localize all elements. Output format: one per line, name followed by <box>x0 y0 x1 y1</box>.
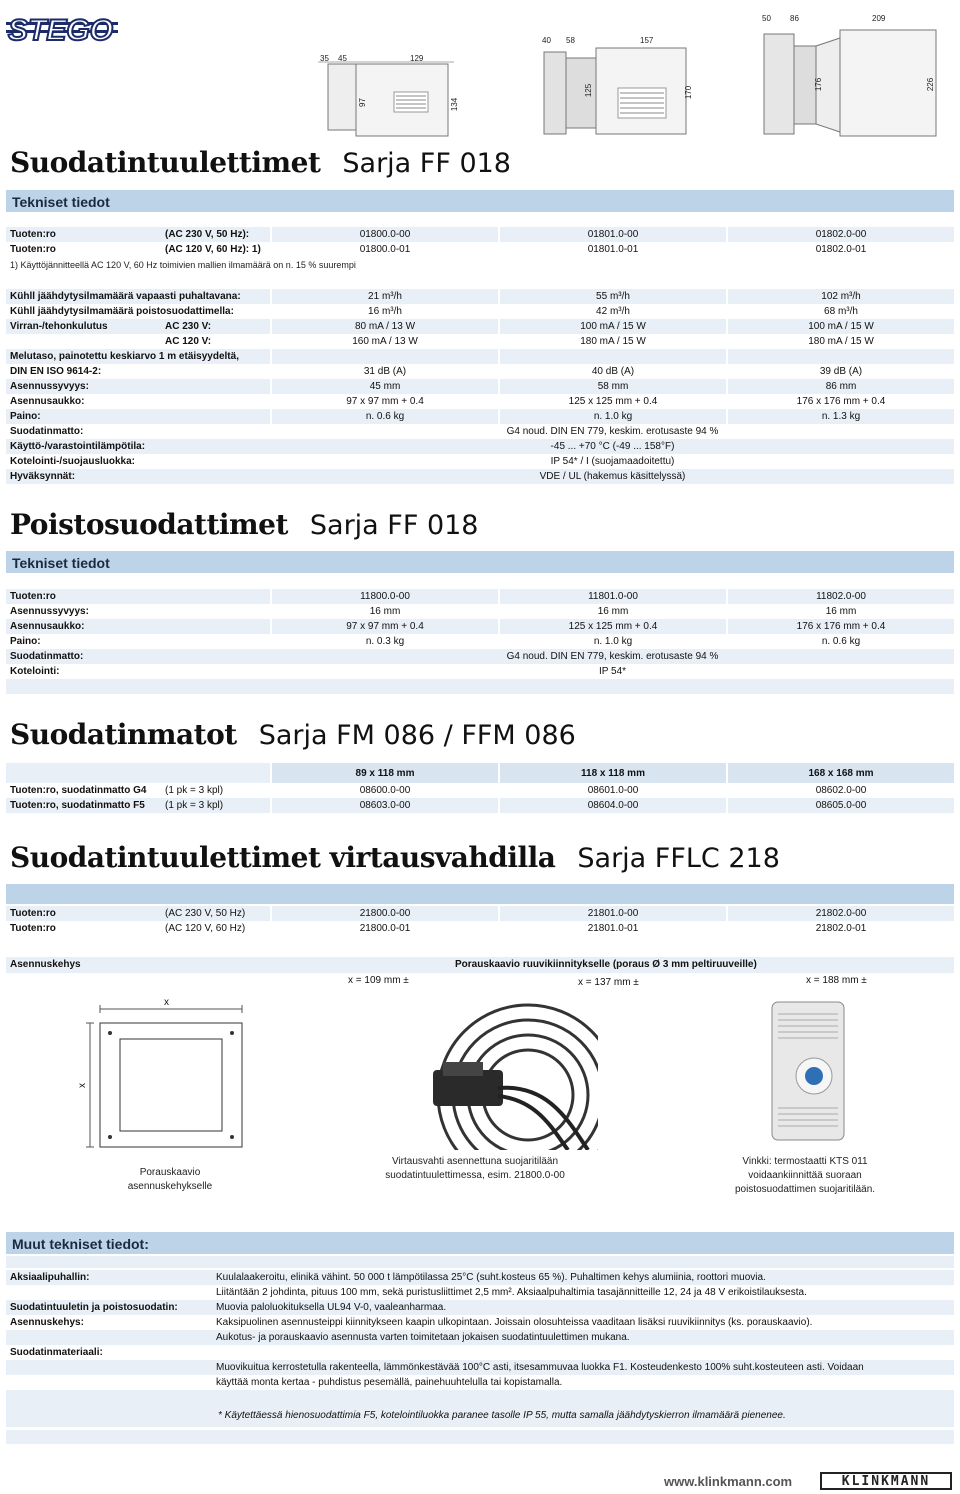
table-row: Aukotus- ja porauskaavio asennusta varten toimitetaan jokaisen suodatintuulettimen mukana. <box>6 1330 954 1345</box>
klinkmann-logo-text: KLINKMANN <box>841 1473 931 1489</box>
table-row: Asennusaukko: 97 x 97 mm + 0.4 125 x 125 mm + 0.4 176 x 176 mm + 0.4 <box>6 619 954 634</box>
table-row: Kotelointi-/suojausluokka: IP 54* / I (suojamaadoitettu) <box>6 454 954 469</box>
table-row: Hyväksynnät: VDE / UL (hakemus käsittelyssä) <box>6 469 954 484</box>
table-row: Tuoten:ro (AC 230 V, 50 Hz) 21800.0-00 21801.0-00 21802.0-00 <box>6 906 954 921</box>
table-row: Melutaso, painotettu keskiarvo 1 m etäisyydeltä, <box>6 349 954 364</box>
table-row: Tuoten:ro (AC 120 V, 60 Hz) 21800.0-01 21801.0-01 21802.0-01 <box>6 921 954 936</box>
dim-label: 58 <box>566 36 575 45</box>
dim-label: 134 <box>450 97 460 112</box>
s2-table <box>6 589 954 694</box>
dim-label: 50 <box>762 14 771 23</box>
product-drawing-small <box>318 52 468 142</box>
dim-label: 35 <box>320 54 329 63</box>
title-bold: Poistosuodattimet <box>10 508 288 541</box>
table-row: Tuoten:ro (AC 230 V, 50 Hz): 01800.0-00 01801.0-00 01802.0-00 <box>6 227 954 242</box>
table-row: Muovikuitua kerrostetulla rakenteella, lämmönkestävää 100°C asti, itsesammuvaa luokka F1. Kosteudenkesto 100% suht.kosteuteen asti. Voidaan <box>6 1360 954 1375</box>
dim-label: 176 <box>814 77 824 92</box>
x-value: x = 109 mm ± <box>348 975 409 986</box>
frame-label: Asennuskehys <box>10 959 81 970</box>
dim-label: 157 <box>640 36 654 45</box>
logo-text: STEGO <box>8 14 114 46</box>
table-row: Kotelointi: IP 54* <box>6 664 954 679</box>
table-row: Suodatinmatto: G4 noud. DIN EN 779, keskim. erotusaste 94 % <box>6 424 954 439</box>
dim-label: 209 <box>872 14 886 23</box>
section-title <box>10 841 780 874</box>
fine-filter-footnote: * Käytettäessä hienosuodattimia F5, kotelointiluokka paranee tasolle IP 55, mutta samalla jäähdytyskierron ilmamäärä pienenee. <box>218 1410 786 1421</box>
title-bold: Suodatintuulettimet <box>10 146 321 179</box>
dim-label: 226 <box>926 77 936 92</box>
s1-spec-table <box>6 289 954 484</box>
table-row <box>6 679 954 694</box>
klinkmann-logo <box>820 1472 952 1490</box>
caption-thermostat: Vinkki: termostaatti KTS 011 voidaankiinnittää suoraan poistosuodattimen suojaritilään. <box>734 1156 876 1195</box>
s4-table <box>6 906 954 936</box>
table-row <box>6 1390 954 1405</box>
spacer-row <box>6 1430 954 1444</box>
title-bold: Suodatinmatot <box>10 718 237 751</box>
s5-table <box>6 1270 954 1405</box>
table-row: 89 x 118 mm 118 x 118 mm 168 x 168 mm <box>6 763 954 783</box>
dim-label: 97 <box>357 98 367 107</box>
section-band <box>6 190 954 212</box>
table-row: Tuoten:ro 11800.0-00 11801.0-00 11802.0-00 <box>6 589 954 604</box>
dim-label: 40 <box>542 36 551 45</box>
table-row: Asennussyvyys: 45 mm 58 mm 86 mm <box>6 379 954 394</box>
x-value: x = 137 mm ± <box>578 977 639 988</box>
dim-label: 170 <box>684 85 694 100</box>
section-title <box>10 508 478 541</box>
flow-monitor-photo <box>398 1000 598 1150</box>
band-label: Tekniset tiedot <box>12 555 110 571</box>
table-row: Suodatinmatto: G4 noud. DIN EN 779, keskim. erotusaste 94 % <box>6 649 954 664</box>
title-series: Sarja FFLC 218 <box>577 843 780 874</box>
stego-logo <box>6 12 118 46</box>
footnote: 1) Käyttöjännitteellä AC 120 V, 60 Hz toimivien mallien ilmamäärä on n. 15 % suurempi <box>10 260 356 270</box>
table-row: DIN EN ISO 9614-2: 31 dB (A) 40 dB (A) 39 dB (A) <box>6 364 954 379</box>
table-row: Asennusaukko: 97 x 97 mm + 0.4 125 x 125 mm + 0.4 176 x 176 mm + 0.4 <box>6 394 954 409</box>
table-row: Tuoten:ro, suodatinmatto F5 (1 pk = 3 kpl) 08603.0-00 08604.0-00 08605.0-00 <box>6 798 954 813</box>
table-row: Virran-/tehonkulutus AC 230 V: 80 mA / 13 W 100 mA / 15 W 100 mA / 15 W <box>6 319 954 334</box>
table-row: Suodatinmateriaali: <box>10 1347 103 1358</box>
section-title <box>10 718 576 751</box>
caption-flow-monitor: Virtausvahti asennettuna suojaritilään suodatintuulettimessa, esim. 21800.0-00 <box>385 1156 565 1181</box>
caption-drilling: Porauskaavio asennuskehykselle <box>127 1167 213 1192</box>
product-drawing-medium <box>538 38 698 138</box>
table-row: Asennussyvyys: 16 mm 16 mm 16 mm <box>6 604 954 619</box>
table-row: Liitäntään 2 johdinta, pituus 100 mm, sekä puristusliittimet 2,5 mm². Aksiaalpuhaltimia tasajännitteille 12, 24 ja 48 V erikoistilauksesta. <box>216 1287 807 1298</box>
section-title <box>10 146 511 179</box>
table-row: Kühll jäähdytysilmamäärä poistosuodattimella: 16 m³/h 42 m³/h 68 m³/h <box>6 304 954 319</box>
dim-label: 125 <box>584 83 594 98</box>
drilling-template-drawing <box>80 995 250 1155</box>
table-row: AC 120 V: 160 mA / 13 W 180 mA / 15 W 180 mA / 15 W <box>6 334 954 349</box>
table-row: Paino: n. 0.3 kg n. 1.0 kg n. 0.6 kg <box>6 634 954 649</box>
section-band <box>6 551 954 573</box>
table-row: Käyttö-/varastointilämpötila: -45 ... +70 °C (-49 ... 158°F) <box>6 439 954 454</box>
title-series: Sarja FF 018 <box>309 510 479 541</box>
x-axis-label: x <box>164 997 169 1008</box>
section-band <box>6 884 954 904</box>
table-row: käyttää monta kertaa - puhdistus pesemällä, painehuuhtelulla tai kopistamalla. <box>216 1377 563 1388</box>
table-row: Kühll jäähdytysilmamäärä vapaasti puhaltavana: 21 m³/h 55 m³/h 102 m³/h <box>6 289 954 304</box>
product-drawing-large <box>760 16 950 140</box>
table-row: Tuoten:ro (AC 120 V, 60 Hz): 1) 01800.0-01 01801.0-01 01802.0-01 <box>6 242 954 257</box>
table-row: Asennuskehys: Kaksipuolinen asennusteippi kiinnitykseen kaapin ulkopintaan. Joissain olosuhteissa vaaditaan lisäksi ruuvikiinnitys (ks. porauskaavio). <box>10 1317 813 1328</box>
footer-url[interactable]: www.klinkmann.com <box>664 1474 793 1489</box>
title-series: Sarja FF 018 <box>342 148 511 179</box>
thermostat-photo <box>764 998 854 1146</box>
band-label: Tekniset tiedot <box>12 194 110 210</box>
spacer-row <box>6 1256 954 1268</box>
dim-label: 45 <box>338 54 347 63</box>
section-band <box>6 1232 954 1254</box>
title-bold: Suodatintuulettimet virtausvahdilla <box>10 841 556 874</box>
x-axis-label: x <box>77 1083 88 1088</box>
s1-order-table <box>6 227 954 257</box>
table-row: Paino: n. 0.6 kg n. 1.0 kg n. 1.3 kg <box>6 409 954 424</box>
dim-label: 129 <box>410 54 424 63</box>
drill-label: Porauskaavio ruuvikiinnitykselle (poraus Ø 3 mm peltiruuveille) <box>455 959 757 970</box>
dim-label: 86 <box>790 14 799 23</box>
table-row: Aksiaalipuhallin: Kuulalaakeroitu, elinikä vähint. 50 000 t lämpötilassa 25°C (suht.kosteus 65 %). Puhaltimen kehys alumiinia, roottori muovia. <box>6 1270 954 1285</box>
table-row: Tuoten:ro, suodatinmatto G4 (1 pk = 3 kpl) 08600.0-00 08601.0-00 08602.0-00 <box>6 783 954 798</box>
s3-table <box>6 763 954 813</box>
band-label: Muut tekniset tiedot: <box>12 1236 149 1252</box>
title-series: Sarja FM 086 / FFM 086 <box>258 720 576 751</box>
table-row: Suodatintuuletin ja poistosuodatin: Muovia paloluokituksella UL94 V-0, vaaleanharmaa. <box>6 1300 954 1315</box>
x-value: x = 188 mm ± <box>806 975 867 986</box>
